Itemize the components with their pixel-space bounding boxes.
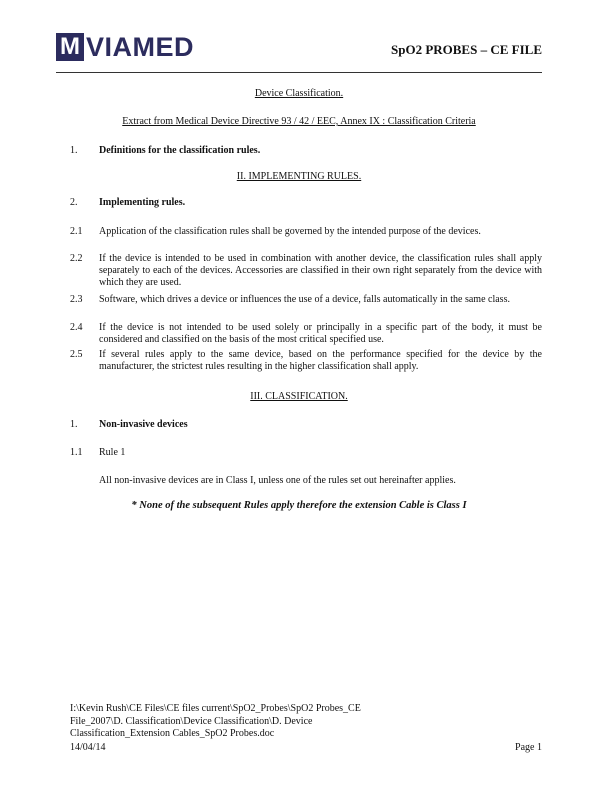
logo-mark-icon: M: [56, 33, 84, 61]
section-1-label: Definitions for the classification rules.: [99, 145, 261, 156]
section-2-number: 2.: [70, 197, 78, 208]
header-divider: [56, 72, 542, 73]
rule-number: 2.5: [70, 349, 83, 360]
rule-number: 2.3: [70, 294, 83, 305]
rule-1-label: Rule 1: [99, 447, 126, 458]
heading-implementing-rules: II. IMPLEMENTING RULES.: [236, 171, 362, 182]
rule-text: Software, which drives a device or influences the use of a device, falls automatically in the same class.: [99, 294, 510, 305]
rule-1-number: 1.1: [70, 447, 83, 458]
viamed-logo: [56, 30, 194, 64]
rule-text: Application of the classification rules shall be governed by the intended purpose of the devices.: [99, 226, 481, 237]
section-noninvasive-label: Non-invasive devices: [99, 419, 188, 430]
rule-text: If the device is not intended to be used solely or principally in a specific part of the body, it must be considered and classified on the basis of the most critical specified use.: [99, 322, 542, 345]
page-title: Device Classification.: [254, 88, 344, 99]
page-number: Page 1: [515, 742, 542, 753]
page-subtitle: Extract from Medical Device Directive 93 / 42 / EEC, Annex IX : Classification Criteria: [122, 116, 476, 127]
section-2-label: Implementing rules.: [99, 197, 186, 208]
section-noninvasive-number: 1.: [70, 419, 78, 430]
heading-classification: III. CLASSIFICATION.: [250, 391, 348, 402]
section-1-number: 1.: [70, 145, 78, 156]
rule-1-text: All non-invasive devices are in Class I, unless one of the rules set out hereinafter applies.: [99, 475, 456, 486]
classification-conclusion: * None of the subsequent Rules apply therefore the extension Cable is Class I: [131, 500, 467, 511]
footer-date: 14/04/14: [70, 742, 106, 753]
rule-text: If the device is intended to be used in combination with another device, the classification rules shall apply separately to each of the devices. Accessories are classified in their own right separately from the device with which they are used.: [99, 253, 542, 288]
rule-number: 2.2: [70, 253, 83, 264]
brand-name: VIAMED: [86, 32, 195, 62]
rule-number: 2.4: [70, 322, 83, 333]
footer-file-path: I:\Kevin Rush\CE Files\CE files current\SpO2_Probes\SpO2 Probes_CE File_2007\D. Classification\Device Classification\D. Device Classification_Extension Cables_SpO2 Probes.doc: [70, 703, 361, 739]
rule-text: If several rules apply to the same device, based on the performance specified for the device by the manufacturer, the strictest rules resulting in the higher classification shall apply.: [99, 349, 542, 372]
rule-number: 2.1: [70, 226, 83, 237]
document-header-title: SpO2 PROBES – CE FILE: [391, 42, 542, 57]
